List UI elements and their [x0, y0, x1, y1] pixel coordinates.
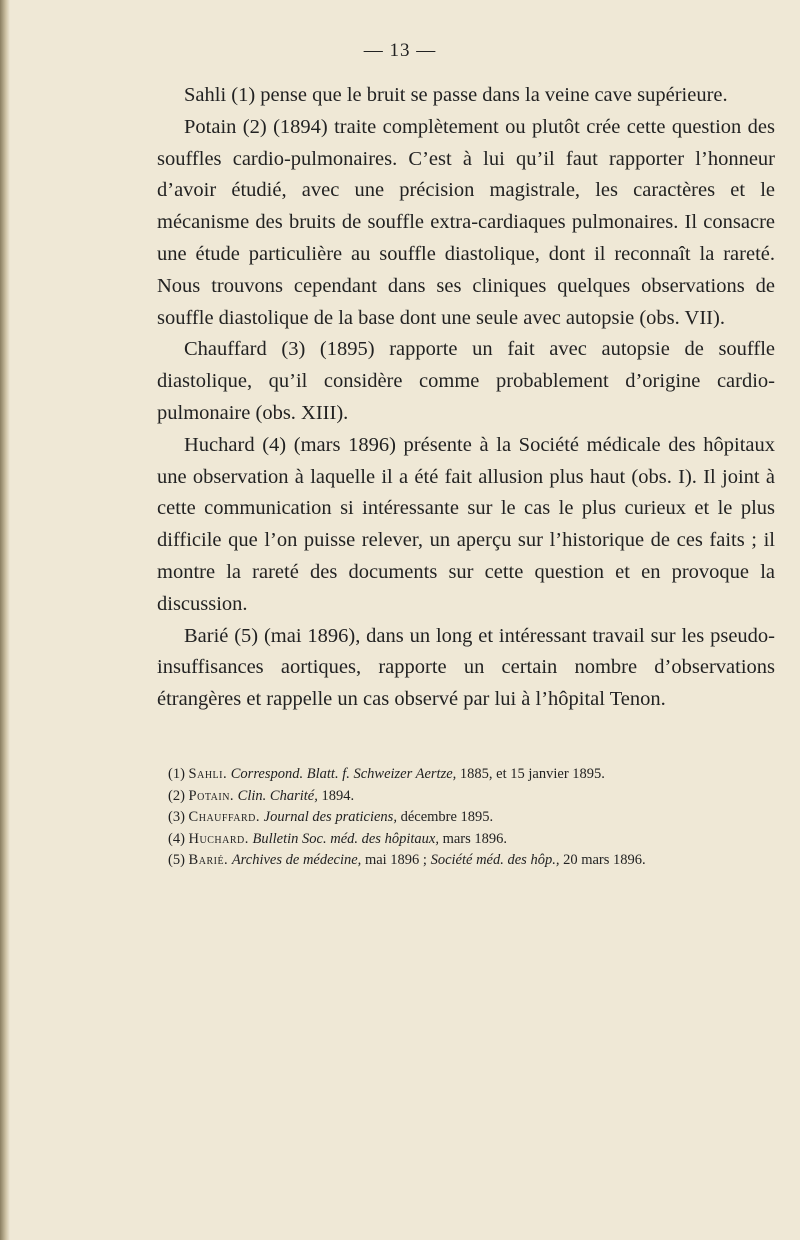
- footnote-author: Potain.: [188, 787, 235, 804]
- page-number: — 13 —: [363, 40, 437, 61]
- footnote-number: (1): [168, 766, 185, 782]
- footnote-details: 1894.: [321, 787, 355, 804]
- footnote-author: Huchard.: [188, 830, 249, 847]
- paragraph-barie: Barié (5) (mai 1896), dans un long et intéressant travail sur les pseudo-insuffisances aortiques, rapporte un certain nombre d’observations étrangères et rappelle un cas observé par lui à l’hôpital Tenon.: [157, 624, 775, 711]
- footnote-number: (2): [168, 787, 185, 804]
- main-text: [157, 80, 775, 716]
- footnote-number: (3): [168, 809, 185, 825]
- footnote-author: Chauffard.: [188, 809, 261, 825]
- paragraph-chauffard: Chauffard (3) (1895) rapporte un fait avec autopsie de souffle diastolique, qu’il considère comme probablement d’origine cardio-pulmonaire (obs. XIII).: [157, 338, 775, 424]
- footnote-details: mars 1896.: [442, 830, 508, 847]
- footnote-1: [157, 764, 775, 786]
- footnote-author: Barié.: [188, 852, 229, 868]
- footnote-number: (4): [168, 830, 185, 847]
- footnote-details: 1885, et 15 janvier 1895.: [459, 766, 605, 782]
- paragraph-huchard: Huchard (4) (mars 1896) présente à la Société médicale des hôpitaux une observation à laquelle il a été fait allusion plus haut (obs. I). Il joint à cette communication si intéressante sur le cas le plus curieux et le plus difficile que l’on puisse relever, un aperçu sur l’historique de ces faits ; il montre la rareté des documents sur cette question et en provoque la discussion.: [157, 433, 775, 615]
- footnote-details: décembre 1895.: [400, 809, 494, 825]
- footnote-title: Bulletin Soc. méd. des hôpitaux,: [252, 830, 439, 847]
- footnote-title: Correspond. Blatt. f. Schweizer Aertze,: [230, 766, 457, 782]
- footnote-3: [157, 807, 775, 829]
- footnotes: [157, 764, 775, 872]
- paragraph-potain: Potain (2) (1894) traite complètement ou plutôt crée cette question des souffles cardio-pulmonaires. C’est à lui qu’il faut rapporter l’honneur d’avoir étudié, avec une précision magistrale, les caractères et le mécanisme des bruits de souffle extra-cardiaques pulmonaires. Il consacre une étude particulière au souffle diastolique, dont il reconnaît la rareté. Nous trouvons cependant dans ses cliniques quelques observations de souffle diastolique de la base dont une seule avec autopsie (obs. VII).: [157, 115, 775, 329]
- footnote-title: Archives de médecine,: [231, 852, 362, 868]
- footnote-5: [157, 850, 775, 872]
- footnote-author: Sahli.: [188, 766, 228, 782]
- footnote-details-secondary: 20 mars 1896.: [563, 852, 646, 868]
- footnote-number: (5): [168, 852, 185, 868]
- footnote-title-secondary: Société méd. des hôp.,: [430, 852, 560, 868]
- footnote-title: Clin. Charité,: [237, 787, 318, 804]
- footnote-title: Journal des praticiens,: [263, 809, 397, 825]
- paragraph-sahli: Sahli (1) pense que le bruit se passe dans la veine cave supérieure.: [184, 84, 728, 106]
- footnote-2: [157, 786, 775, 808]
- footnote-details: mai 1896 ;: [364, 852, 427, 868]
- footnote-4: [157, 829, 775, 851]
